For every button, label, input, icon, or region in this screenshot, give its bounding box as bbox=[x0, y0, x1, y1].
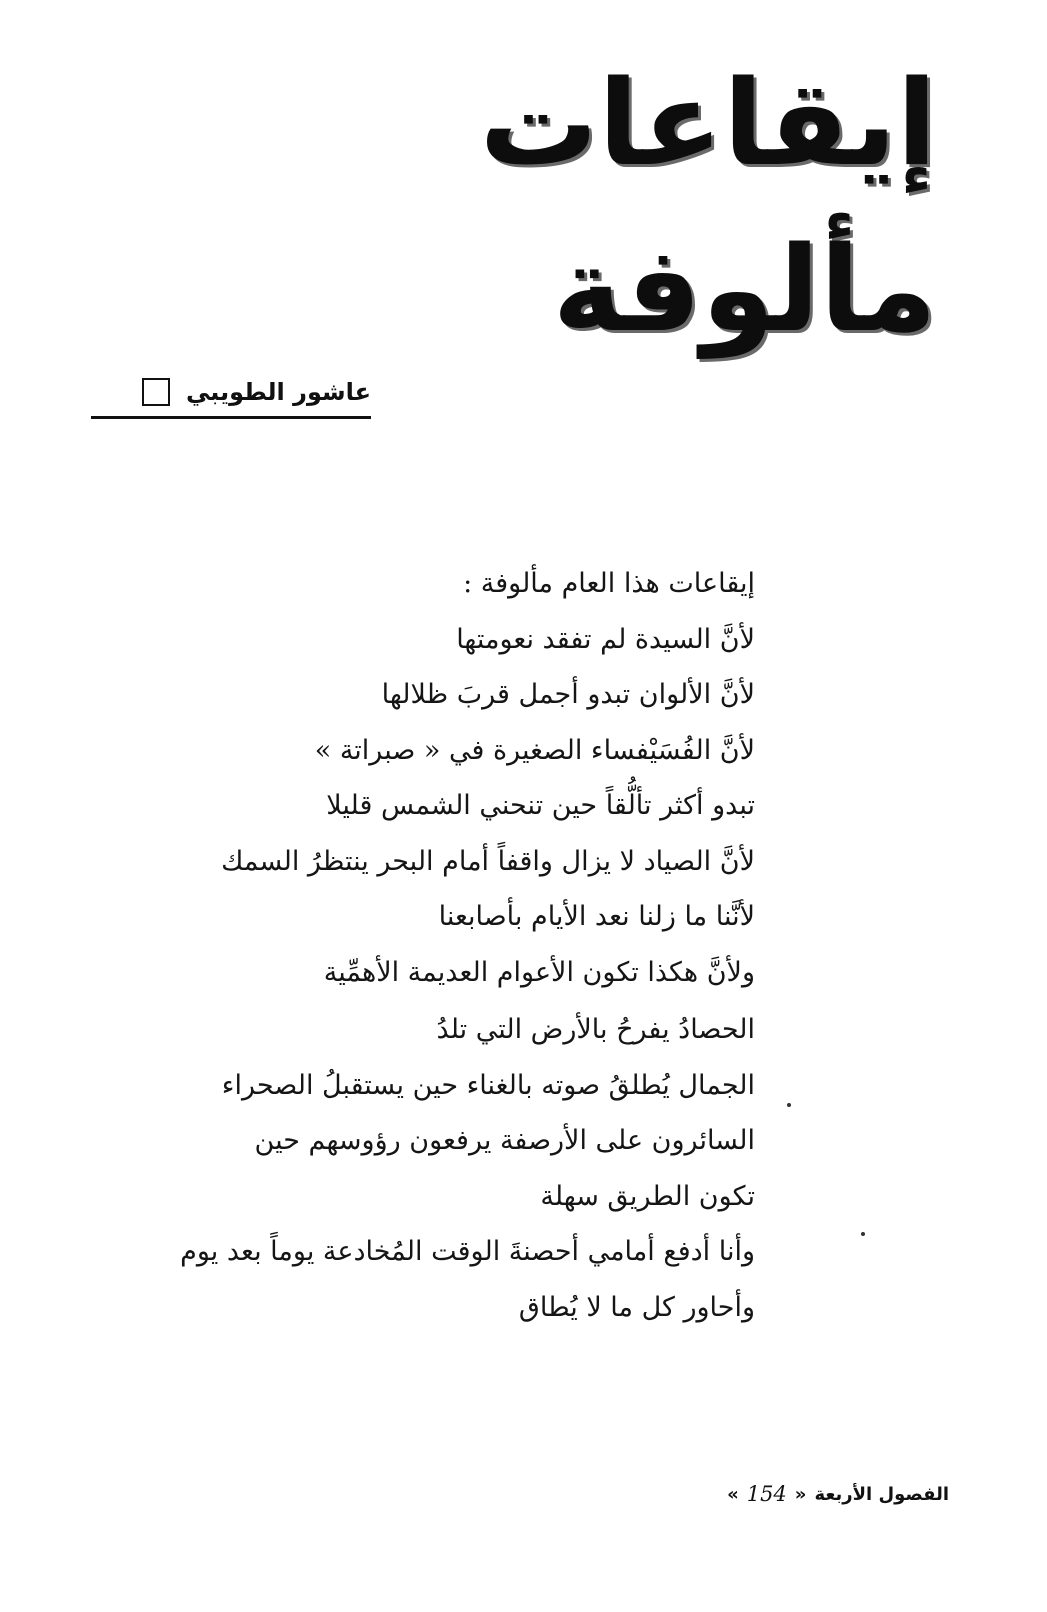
verse-line: الجمال يُطلقُ صوته بالغناء حين يستقبلُ الصحراء bbox=[221, 1069, 755, 1101]
scan-speck bbox=[787, 1103, 791, 1107]
verse-line: تبدو أكثر تألُّقاً حين تنحني الشمس قليلا bbox=[326, 790, 755, 821]
scan-speck bbox=[861, 1232, 865, 1236]
verse-line: لأنَّ الألوان تبدو أجمل قربَ ظلالها bbox=[381, 679, 755, 710]
verse-line: الحصادُ يفرحُ بالأرض التي تلدُ bbox=[436, 1014, 755, 1045]
verse-line: لأنَّ الصياد لا يزال واقفاً أمام البحر ينتظرُ السمك bbox=[221, 845, 755, 877]
verse-line: ولأنَّ هكذا تكون الأعوام العديمة الأهمِّية bbox=[323, 956, 755, 988]
author-byline bbox=[91, 368, 371, 419]
stanza-1 bbox=[175, 556, 755, 1000]
verse-line: وأنا أدفع أمامي أحصنةَ الوقت المُخادعة يوماً بعد يوم bbox=[180, 1236, 755, 1267]
page-footer bbox=[727, 1482, 949, 1506]
square-bullet-icon bbox=[142, 378, 170, 406]
verse-line: وأحاور كل ما لا يُطاق bbox=[518, 1291, 755, 1323]
verse-line: إيقاعات هذا العام مألوفة : bbox=[463, 568, 755, 599]
verse-line: السائرون على الأرصفة يرفعون رؤوسهم حين bbox=[254, 1125, 755, 1156]
footer-open-quote: « bbox=[794, 1483, 807, 1505]
author-name: عاشور الطويبي bbox=[186, 378, 371, 406]
journal-name: الفصول الأربعة bbox=[814, 1483, 949, 1505]
title-line-1: إيقاعات bbox=[479, 54, 937, 192]
title-line-2: مألوفة bbox=[552, 219, 937, 358]
verse-line: تكون الطريق سهلة bbox=[540, 1180, 755, 1212]
page-number: 154 bbox=[746, 1482, 787, 1506]
verse-line: لأنَّ الفُسَيْفساء الصغيرة في « صبراتة » bbox=[314, 734, 755, 766]
poem-title bbox=[377, 50, 937, 363]
footer-close-quote: » bbox=[727, 1483, 739, 1505]
verse-line: لأنَّنا ما زلنا نعد الأيام بأصابعنا bbox=[438, 901, 755, 932]
verse-line: لأنَّ السيدة لم تفقد نعومتها bbox=[456, 623, 755, 655]
stanza-2 bbox=[175, 1002, 755, 1335]
